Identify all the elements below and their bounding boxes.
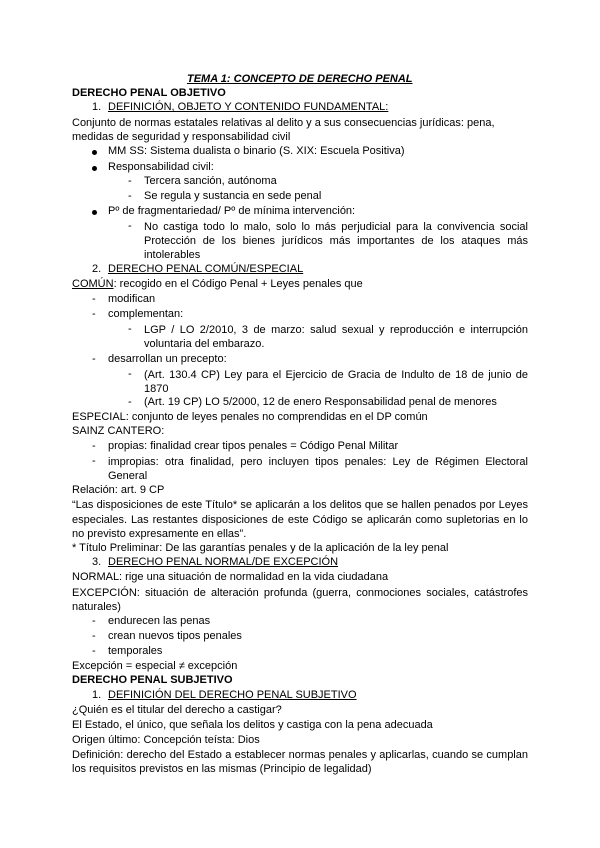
list-item: (Art. 19 CP) LO 5/2000, 12 de enero Responsabilidad penal de menores bbox=[144, 396, 497, 408]
heading-number: 2. bbox=[92, 263, 102, 275]
dash-icon: - bbox=[92, 455, 96, 467]
list-item: desarrollan un precepto: bbox=[108, 353, 227, 365]
list-item: temporales bbox=[108, 645, 163, 657]
dash-icon: - bbox=[128, 175, 132, 187]
list-item: crean nuevos tipos penales bbox=[108, 630, 242, 642]
paragraph-line: Excepción = especial ≠ excepción bbox=[72, 660, 238, 672]
subheading-definicion: DEFINICIÓN, OBJETO Y CONTENIDO FUNDAMENTAL: bbox=[108, 101, 389, 113]
dash-icon: - bbox=[128, 368, 132, 380]
quote-paragraph: “Las disposiciones de este Título* se aplicarán a los delitos que se hallen penados por Leyes especiales. Las restantes disposiciones de este Código se aplicarán como supletorias en lo no previsto expresamente en ellas”. bbox=[72, 499, 528, 540]
paragraph-line: ¿Quién es el titular del derecho a castigar? bbox=[72, 704, 282, 716]
list-item: propias: finalidad crear tipos penales = Código Penal Militar bbox=[108, 440, 399, 452]
subheading-normal-excepcion: DERECHO PENAL NORMAL/DE EXCEPCIÓN bbox=[108, 556, 339, 568]
dash-icon: - bbox=[92, 293, 96, 305]
list-item: LGP / LO 2/2010, 3 de marzo: salud sexual y reproducción e interrupción voluntaria del embarazo. bbox=[144, 324, 528, 350]
dash-icon: - bbox=[92, 645, 96, 657]
dash-icon: - bbox=[128, 220, 132, 232]
paragraph-line: El Estado, el único, que señala los delitos y castiga con la pena adecuada bbox=[72, 719, 433, 731]
bullet-icon bbox=[92, 210, 97, 215]
comun-text: : recogido en el Código Penal + Leyes penales que bbox=[113, 278, 363, 290]
paragraph-line: medidas de seguridad y responsabilidad civil bbox=[72, 131, 291, 143]
list-item: Tercera sanción, autónoma bbox=[144, 175, 277, 187]
list-item: Responsabilidad civil: bbox=[108, 161, 214, 173]
list-item: endurecen las penas bbox=[108, 615, 211, 627]
dash-icon: - bbox=[92, 440, 96, 452]
paragraph: Definición: derecho del Estado a establecer normas penales y aplicarlas, cuando se cumplan los requisitos previstos en las mismas (Principio de legalidad) bbox=[72, 749, 528, 775]
list-item: impropias: otra finalidad, pero incluyen tipos penales: Ley de Régimen Electoral General bbox=[108, 456, 528, 482]
footnote: * Título Preliminar: De las garantías penales y de la aplicación de la ley penal bbox=[72, 542, 449, 554]
page-title: TEMA 1: CONCEPTO DE DERECHO PENAL bbox=[187, 73, 413, 85]
paragraph-line: NORMAL: rige una situación de normalidad en la vida ciudadana bbox=[72, 571, 389, 583]
section-heading-objetivo: DERECHO PENAL OBJETIVO bbox=[72, 87, 226, 99]
list-item: No castiga todo lo malo, solo lo más perjudicial para la convivencia social Protección de los bienes jurídicos más importantes de los ataques más intolerables bbox=[144, 221, 528, 261]
bullet-icon bbox=[92, 150, 97, 155]
heading-number: 1. bbox=[92, 689, 102, 701]
list-item: Se regula y sustancia en sede penal bbox=[144, 190, 322, 202]
subheading-comun-especial: DERECHO PENAL COMÚN/ESPECIAL bbox=[108, 263, 304, 275]
dash-icon: - bbox=[92, 353, 96, 365]
dash-icon: - bbox=[128, 323, 132, 335]
subheading-subjetivo: DEFINICIÓN DEL DERECHO PENAL SUBJETIVO bbox=[108, 689, 357, 701]
list-item: (Art. 130.4 CP) Ley para el Ejercicio de Gracia de Indulto de 18 de junio de 1870 bbox=[144, 369, 528, 395]
section-heading-subjetivo: DERECHO PENAL SUBJETIVO bbox=[72, 674, 233, 686]
heading-number: 1. bbox=[92, 101, 102, 113]
list-item: MM SS: Sistema dualista o binario (S. XIX: Escuela Positiva) bbox=[108, 145, 405, 157]
paragraph-line: SAINZ CANTERO: bbox=[72, 425, 165, 437]
dash-icon: - bbox=[92, 630, 96, 642]
list-item: complementan: bbox=[108, 308, 184, 320]
list-item: modifican bbox=[108, 293, 156, 305]
list-item: Pº de fragmentariedad/ Pº de mínima intervención: bbox=[108, 205, 356, 217]
paragraph: EXCEPCIÓN: situación de alteración profunda (guerra, conmociones sociales, catástrofes naturales) bbox=[72, 587, 528, 613]
dash-icon: - bbox=[92, 308, 96, 320]
paragraph-line: ESPECIAL: conjunto de leyes penales no comprendidas en el DP común bbox=[72, 411, 428, 423]
paragraph-line: Relación: art. 9 CP bbox=[72, 484, 165, 496]
paragraph-line: Conjunto de normas estatales relativas al delito y a sus consecuencias jurídicas: pena, bbox=[72, 117, 495, 129]
comun-label: COMÚN bbox=[72, 278, 114, 290]
dash-icon: - bbox=[128, 190, 132, 202]
bullet-icon bbox=[92, 166, 97, 171]
heading-number: 3. bbox=[92, 556, 102, 568]
dash-icon: - bbox=[128, 396, 132, 408]
dash-icon: - bbox=[92, 615, 96, 627]
paragraph-line: Origen último: Concepción teísta: Dios bbox=[72, 734, 260, 746]
